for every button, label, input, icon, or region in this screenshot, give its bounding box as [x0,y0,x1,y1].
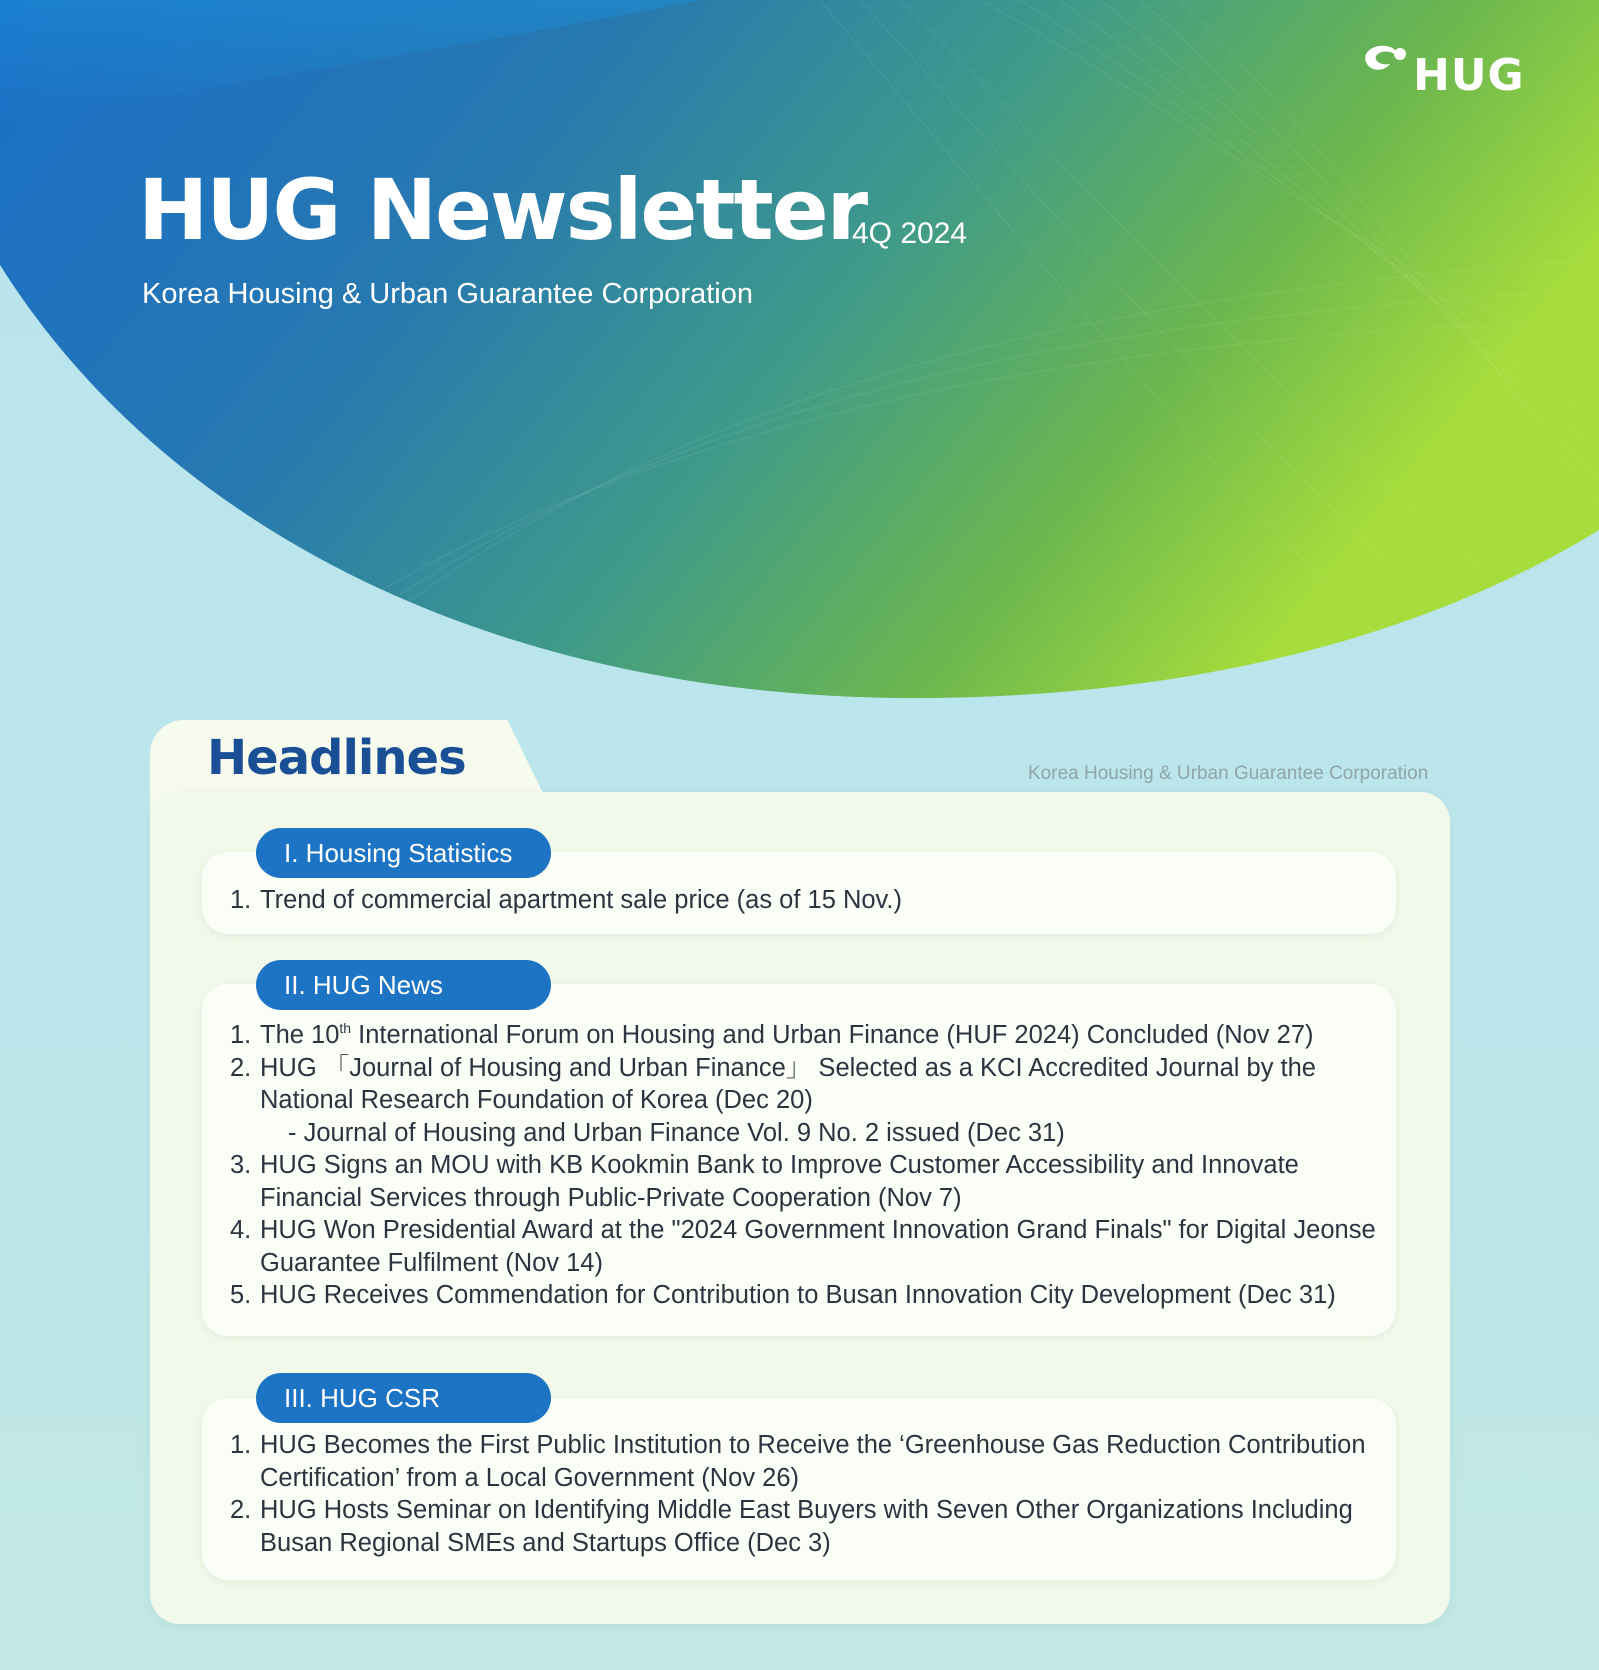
list-item [230,1494,1390,1559]
section-label-hug-csr: III. HUG CSR [256,1373,551,1423]
newsletter-title: HUG Newsletter [138,161,867,259]
sub-item-text: - Journal of Housing and Urban Finance Vol. 9 No. 2 issued (Dec 31) [288,1118,1065,1147]
item-number: 1. [230,1431,252,1459]
list-item [230,1214,1390,1279]
item-text-prefix: The 10 [260,1021,340,1049]
organization-caption: Korea Housing & Urban Guarantee Corporation [1028,763,1429,784]
list-item [230,1052,1390,1117]
hug-logo-swirl-icon [1358,40,1418,84]
logo-text: HUG [1413,50,1525,101]
section-label-hug-news: II. HUG News [256,960,551,1010]
item-number: 5. [230,1281,252,1309]
item-text: HUG Receives Commendation for Contribution to Busan Innovation City Development (Dec 31) [260,1281,1336,1309]
list-item [230,1429,1390,1494]
item-text: Trend of commercial apartment sale price (as of 15 Nov.) [260,886,902,914]
headlines-title: Headlines [207,730,466,786]
item-text: HUG Hosts Seminar on Identifying Middle East Buyers with Seven Other Organizations Including Busan Regional SMEs and Startups Office (Dec 3) [260,1496,1353,1557]
list-item [230,1149,1390,1214]
section-label-housing-statistics: I. Housing Statistics [256,828,551,878]
list-item [230,1279,1390,1312]
list-item [230,1019,1390,1052]
item-text: HUG Becomes the First Public Institution to Receive the ‘Greenhouse Gas Reduction Contribution Certification’ from a Local Government (Nov 26) [260,1431,1366,1492]
item-number: 2. [230,1496,252,1524]
item-number: 1. [230,1021,252,1049]
housing-statistics-list [230,884,1390,917]
item-text: HUG Won Presidential Award at the "2024 Government Innovation Grand Finals" for Digital Jeonse Guarantee Fulfilment (Nov 14) [260,1216,1376,1277]
item-number: 1. [230,886,252,914]
item-text: HUG Signs an MOU with KB Kookmin Bank to Improve Customer Accessibility and Innovate Financial Services through Public-Private Cooperation (Nov 7) [260,1151,1299,1212]
issue-label: 4Q 2024 [852,217,968,250]
hug-logo [1358,40,1533,102]
organization-subtitle: Korea Housing & Urban Guarantee Corporation [142,278,753,310]
list-sub-item [230,1117,1390,1150]
ordinal-suffix: th [339,1020,352,1036]
list-item [230,884,1390,917]
item-text: HUG 「Journal of Housing and Urban Finance」 Selected as a KCI Accredited Journal by the National Research Foundation of Korea (Dec 20) [260,1053,1316,1114]
hug-news-list [230,1019,1390,1312]
item-number: 3. [230,1151,252,1179]
item-number: 2. [230,1053,252,1082]
hug-csr-list [230,1429,1390,1559]
item-text-suffix: International Forum on Housing and Urban Finance (HUF 2024) Concluded (Nov 27) [351,1021,1314,1049]
item-number: 4. [230,1216,252,1244]
header-banner-background [0,0,1599,720]
